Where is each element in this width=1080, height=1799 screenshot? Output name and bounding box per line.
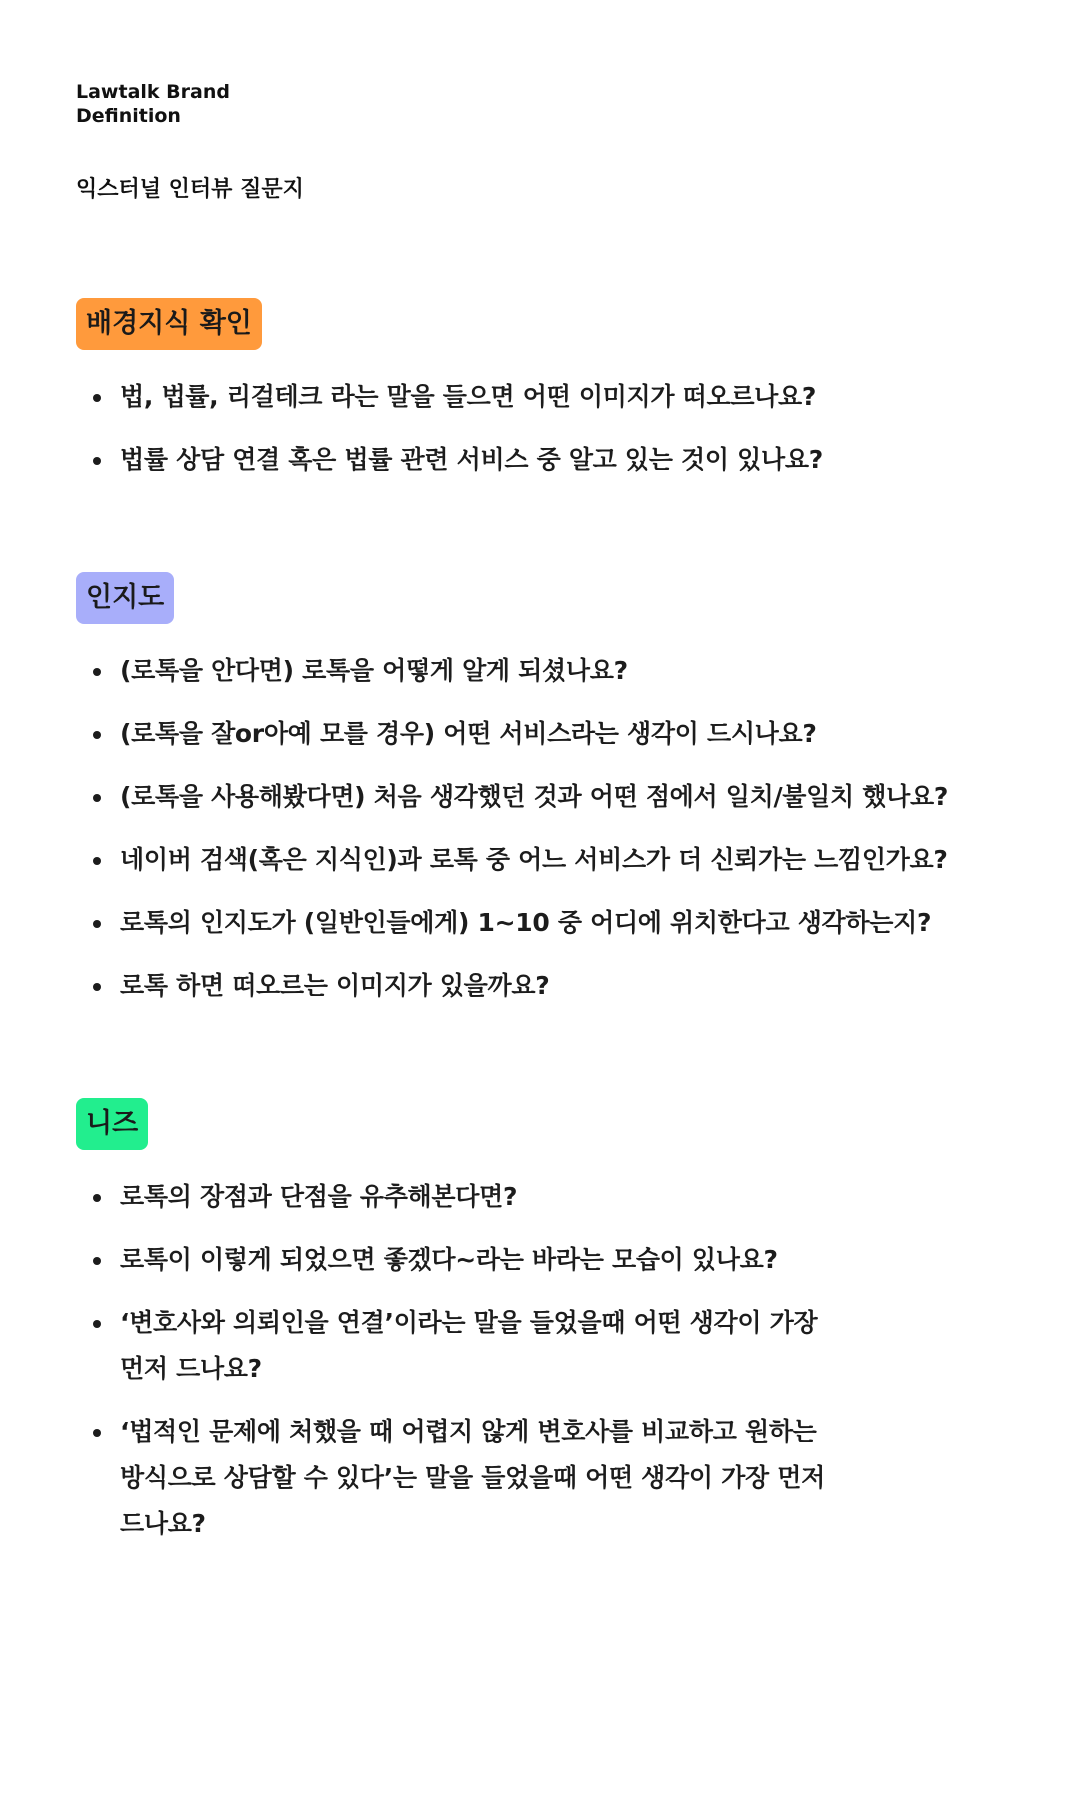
section-tag: 배경지식 확인 bbox=[76, 298, 262, 350]
question-item: 법, 법률, 리걸테크 라는 말을 들으면 어떤 이미지가 떠오르나요? bbox=[76, 374, 1016, 420]
brand-line-1: Lawtalk Brand bbox=[76, 81, 230, 103]
question-item: ‘법적인 문제에 처했을 때 어렵지 않게 변호사를 비교하고 원하는 방식으로 상담할 수 있다’는 말을 들었을때 어떤 생각이 가장 먼저 드나요? bbox=[76, 1409, 1016, 1547]
question-list bbox=[76, 1174, 1016, 1547]
question-list bbox=[76, 648, 1016, 1009]
question-item: (로톡을 잘or아예 모를 경우) 어떤 서비스라는 생각이 드시나요? bbox=[76, 711, 1016, 757]
question-item: 법률 상담 연결 혹은 법률 관련 서비스 중 알고 있는 것이 있나요? bbox=[76, 437, 1016, 483]
question-item: ‘변호사와 의뢰인을 연결’이라는 말을 들었을때 어떤 생각이 가장 먼저 드나요? bbox=[76, 1300, 1016, 1392]
question-item: 로톡 하면 떠오르는 이미지가 있을까요? bbox=[76, 963, 1016, 1009]
section-tag: 니즈 bbox=[76, 1098, 148, 1150]
question-list bbox=[76, 374, 1016, 483]
question-item: 네이버 검색(혹은 지식인)과 로톡 중 어느 서비스가 더 신뢰가는 느낌인가요? bbox=[76, 837, 1016, 883]
question-item: 로톡의 장점과 단점을 유추해본다면? bbox=[76, 1174, 1016, 1220]
brand-title bbox=[76, 80, 230, 128]
question-item: 로톡의 인지도가 (일반인들에게) 1~10 중 어디에 위치한다고 생각하는지? bbox=[76, 900, 1016, 946]
question-item: 로톡이 이렇게 되었으면 좋겠다~라는 바라는 모습이 있나요? bbox=[76, 1237, 1016, 1283]
question-item: (로톡을 안다면) 로톡을 어떻게 알게 되셨나요? bbox=[76, 648, 1016, 694]
section-tag: 인지도 bbox=[76, 572, 174, 624]
brand-line-2: Definition bbox=[76, 105, 181, 127]
document-subtitle: 익스터널 인터뷰 질문지 bbox=[76, 177, 304, 202]
section-background-knowledge bbox=[76, 298, 1016, 500]
question-item: (로톡을 사용해봤다면) 처음 생각했던 것과 어떤 점에서 일치/불일치 했나요? bbox=[76, 774, 1016, 820]
section-awareness bbox=[76, 572, 1016, 1026]
section-needs bbox=[76, 1098, 1016, 1564]
